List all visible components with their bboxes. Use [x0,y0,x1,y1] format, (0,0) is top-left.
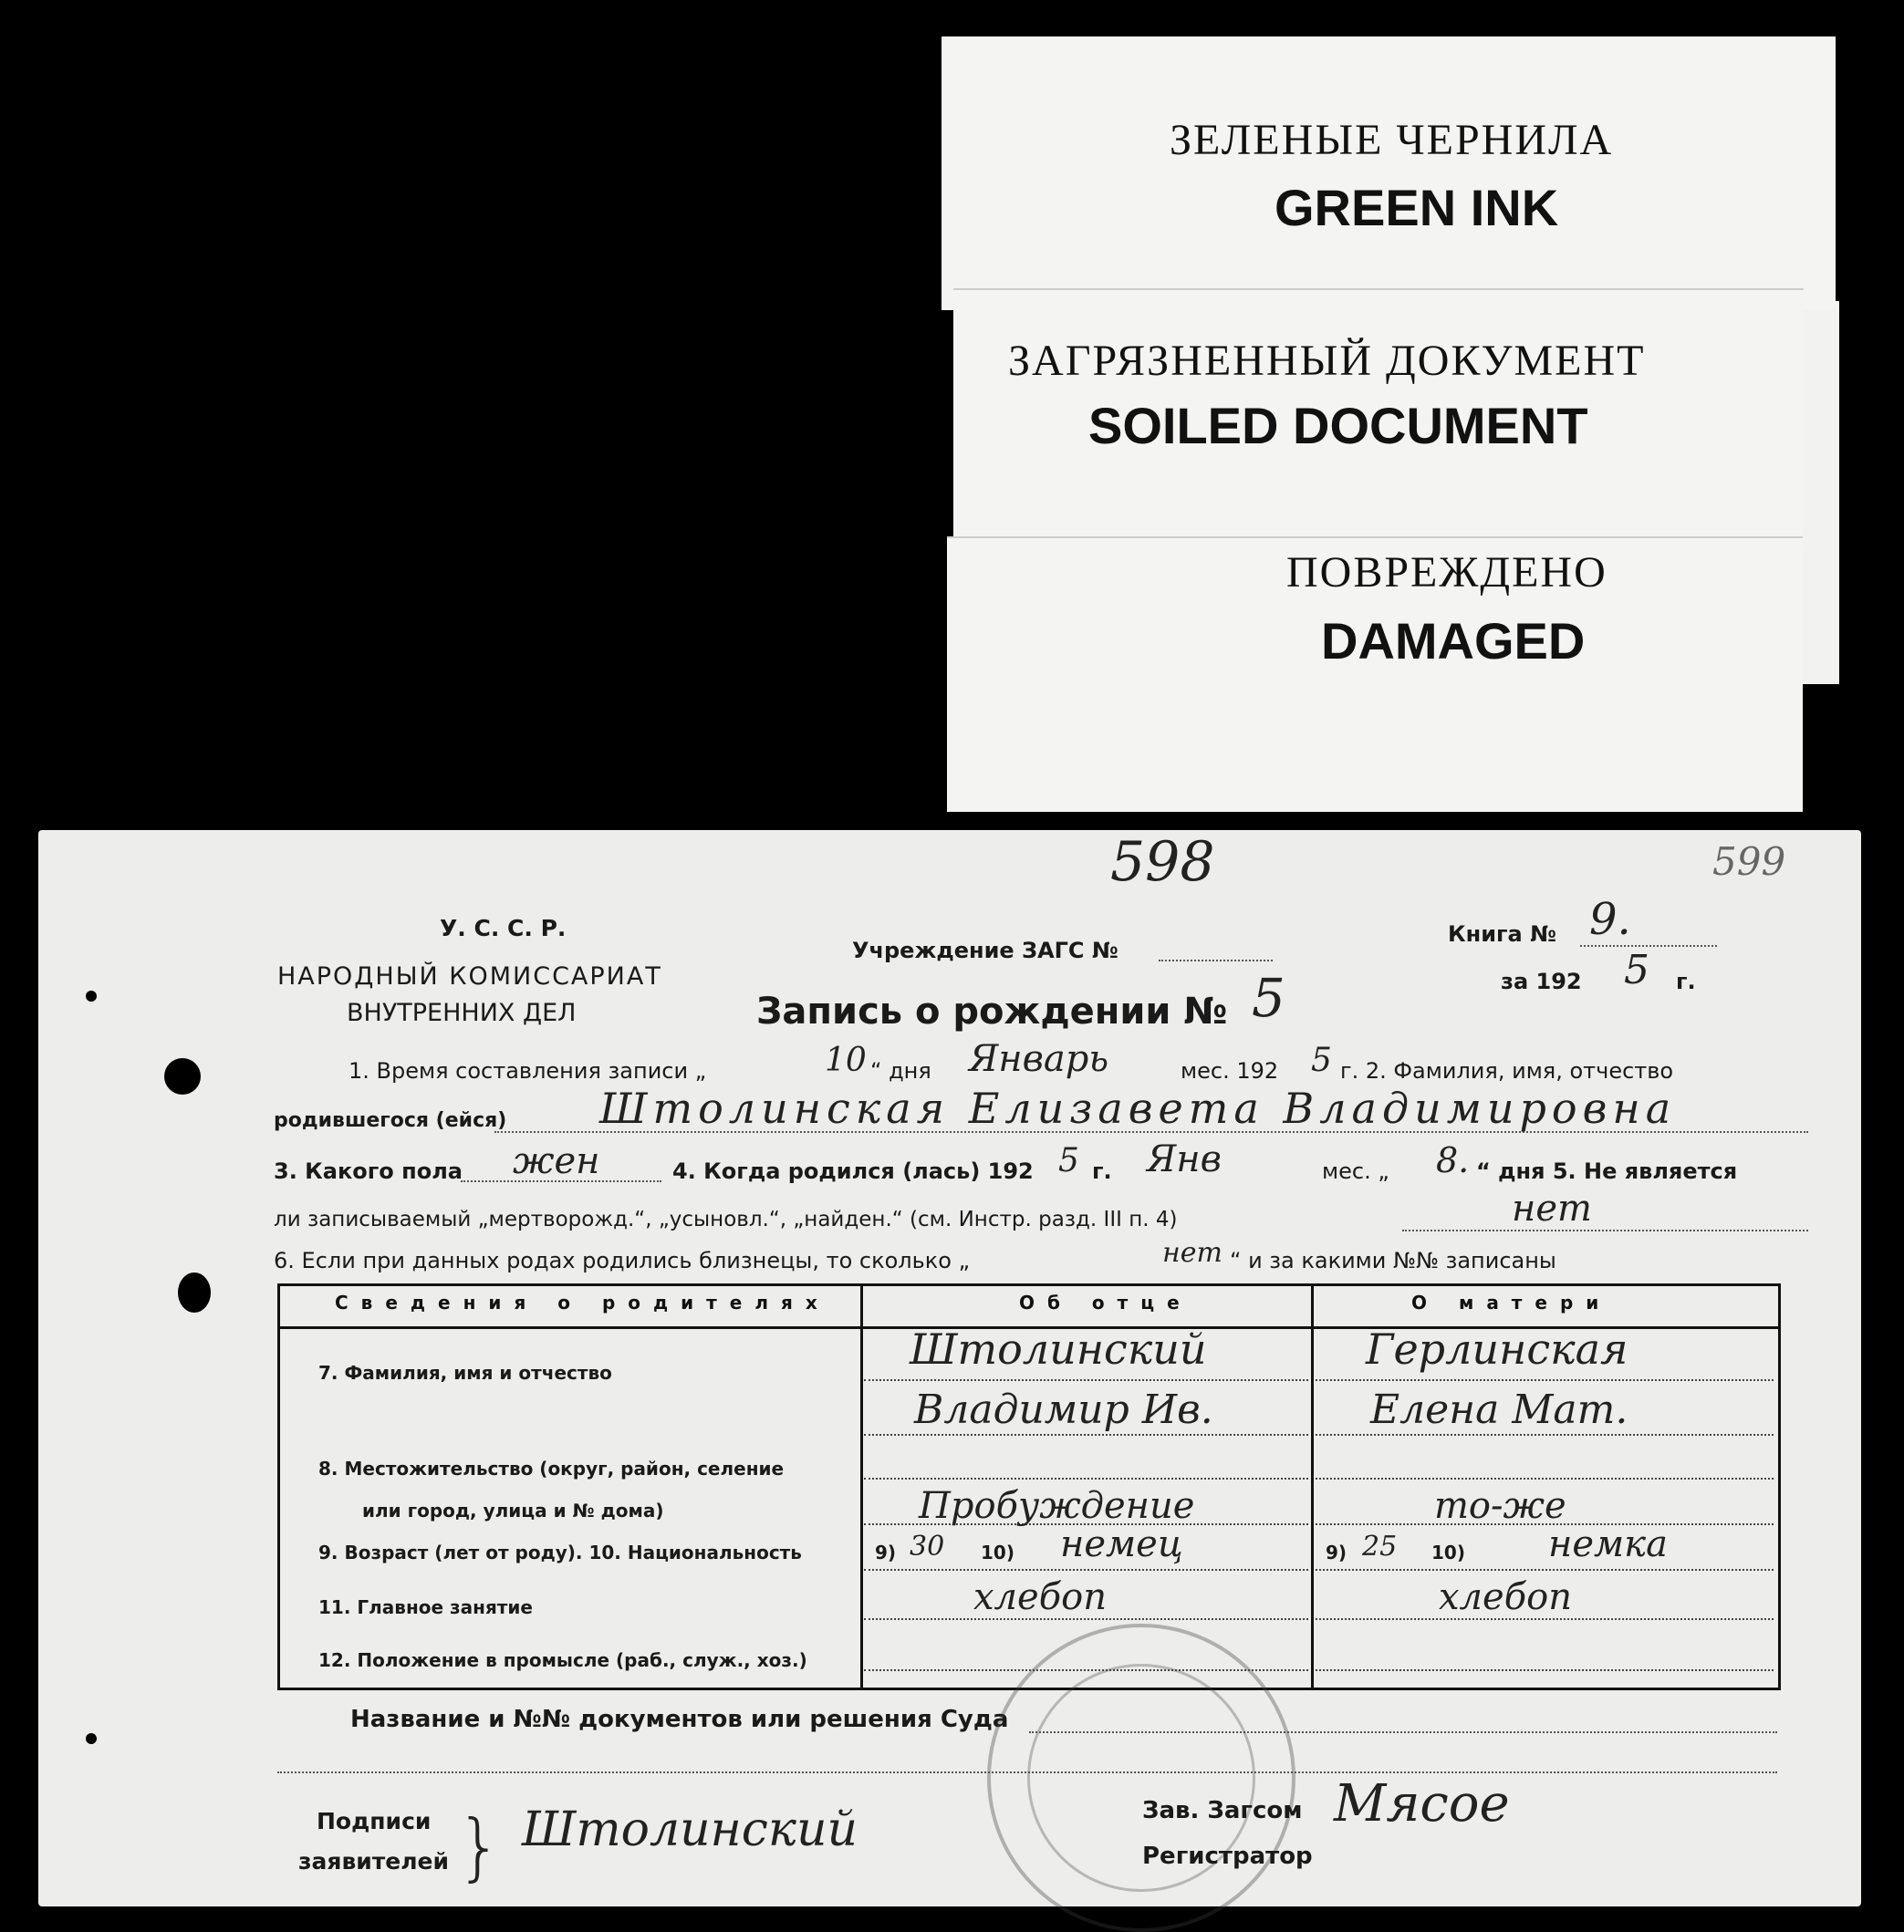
q5-line [1402,1230,1808,1231]
signatures-label-1: Подписи [317,1808,432,1834]
father-rule [864,1476,1308,1480]
mother-name: Елена Мат. [1370,1387,1628,1433]
birth-month: Янв [1147,1138,1222,1180]
punch-hole [178,1272,211,1313]
q1-text-c: мес. 192 [1181,1058,1279,1084]
col-father: Об отце [1019,1292,1192,1314]
q6-text-a: 6. Если при данных родах родились близнецы, то сколько „ [274,1248,971,1273]
father-rule [864,1377,1308,1381]
row12-label: 12. Положение в промысле (раб., служ., хоз.) [318,1649,807,1671]
damaged-en: DAMAGED [1321,612,1586,670]
office-label: Учреждение ЗАГС № [852,938,1118,963]
q2-label: родившегося (ейся) [274,1109,507,1132]
year-label: за 192 [1501,969,1582,994]
issuer-ussr: У. С. С. Р. [440,915,567,941]
punch-hole [86,1733,97,1744]
birth-record-card [38,830,1861,1906]
q1-year: 5 [1311,1042,1332,1079]
q4-text-b: г. [1092,1158,1112,1184]
page-number-alt: 599 [1712,839,1786,884]
row11-label: 11. Главное занятие [318,1596,533,1618]
mother-rule [1316,1377,1774,1381]
row9-label: 9. Возраст (лет от роду). 10. Национальность [318,1542,802,1563]
green-ink-en: GREEN INK [1275,179,1559,236]
book-label: Книга № [1448,921,1556,947]
q1-day: 10 [825,1042,867,1079]
label-paper-edge [1803,301,1839,684]
row8-label-b: или город, улица и № дома) [362,1500,664,1522]
father-age: 30 [910,1531,945,1563]
issuer-commissariat: НАРОДНЫЙ КОМИССАРИАТ [277,962,662,991]
q5-label: ли записываемый „мертворожд.“, „усыновл.“, „найден.“ (см. Инстр. разд. III п. 4) [274,1208,1178,1231]
table-divider [1311,1286,1314,1688]
page-number: 598 [1110,830,1215,894]
mother-residence: то-же [1434,1485,1566,1527]
q4-year: 5 [1058,1142,1079,1179]
applicant-signature: Штолинский [522,1802,858,1857]
row7-label: 7. Фамилия, имя и отчество [318,1362,612,1384]
signatures-label-2: заявителей [298,1848,450,1875]
mother-nat-label: 10) [1431,1542,1465,1563]
q1-month: Январь [969,1038,1109,1080]
green-ink-label [942,36,1836,310]
q4-text-a: 4. Когда родился (лась) 192 [672,1158,1034,1184]
father-surname: Штолинский [910,1324,1207,1374]
row8-label-a: 8. Местожительство (округ, район, селение [318,1458,785,1480]
q1-text-b: “ дня [870,1058,931,1084]
q4-text-d: “ дня 5. Не является [1476,1158,1738,1184]
book-value: 9. [1589,894,1631,945]
mother-age-label: 9) [1326,1542,1347,1563]
father-occupation: хлебоп [973,1576,1107,1618]
q4-text-c: мес. „ [1322,1158,1389,1184]
col-mother: О матери [1411,1292,1612,1314]
damaged-label [947,538,1803,812]
mother-age: 25 [1362,1531,1398,1563]
q1-text-d: г. 2. Фамилия, имя, отчество [1340,1058,1674,1084]
mother-nationality: немка [1548,1523,1668,1565]
mother-rule [1316,1567,1774,1571]
office-line [1159,960,1273,961]
head-of-registry-label: Зав. Загсом [1142,1797,1303,1824]
mother-occupation: хлебоп [1439,1576,1572,1618]
registrar-signature: Мясое [1334,1774,1510,1833]
mother-rule [1316,1667,1774,1671]
signatures-brace-icon: } [456,1804,503,1889]
child-name: Штолинская Елизавета Владимировна [599,1084,1677,1133]
punch-hole [164,1058,201,1095]
child-sex: жен [513,1140,600,1182]
birth-day: 8. [1436,1140,1470,1180]
official-stamp [987,1624,1295,1932]
father-nat-label: 10) [981,1542,1014,1563]
registrar-label: Регистратор [1142,1843,1313,1870]
q6-text-b: “ и за какими №№ записаны [1230,1248,1556,1273]
father-name: Владимир Ив. [914,1387,1213,1433]
year-suffix: г. [1676,969,1696,994]
punch-hole [86,991,97,1002]
mother-surname: Герлинская [1366,1324,1628,1374]
year-value: 5 [1624,947,1649,993]
table-divider [860,1286,863,1688]
father-age-label: 9) [875,1542,897,1563]
col-parents: Сведения о родителях [335,1292,830,1314]
twins-value: нет [1162,1237,1223,1269]
soiled-document-label [953,290,1804,555]
mother-rule [1316,1476,1774,1480]
q1-text-a: 1. Время составления записи „ [349,1058,707,1084]
father-residence: Пробуждение [919,1485,1195,1527]
soiled-en: SOILED DOCUMENT [1088,397,1588,454]
green-ink-ru: ЗЕЛЕНЫЕ ЧЕРНИЛА [1170,116,1614,164]
record-title: Запись о рождении № [756,991,1228,1033]
record-number: 5 [1252,967,1285,1029]
parents-table [277,1283,1781,1690]
father-nationality: немец [1060,1523,1183,1565]
damaged-ru: ПОВРЕЖДЕНО [1286,548,1607,597]
documents-label: Название и №№ документов или решения Суда [350,1706,1009,1733]
father-rule [864,1567,1308,1571]
q5-value: нет [1512,1188,1592,1230]
q3-label: 3. Какого пола [274,1158,463,1184]
issuer-internal-affairs: ВНУТРЕННИХ ДЕЛ [347,999,577,1027]
soiled-ru: ЗАГРЯЗНЕННЫЙ ДОКУМЕНТ [1008,337,1646,385]
